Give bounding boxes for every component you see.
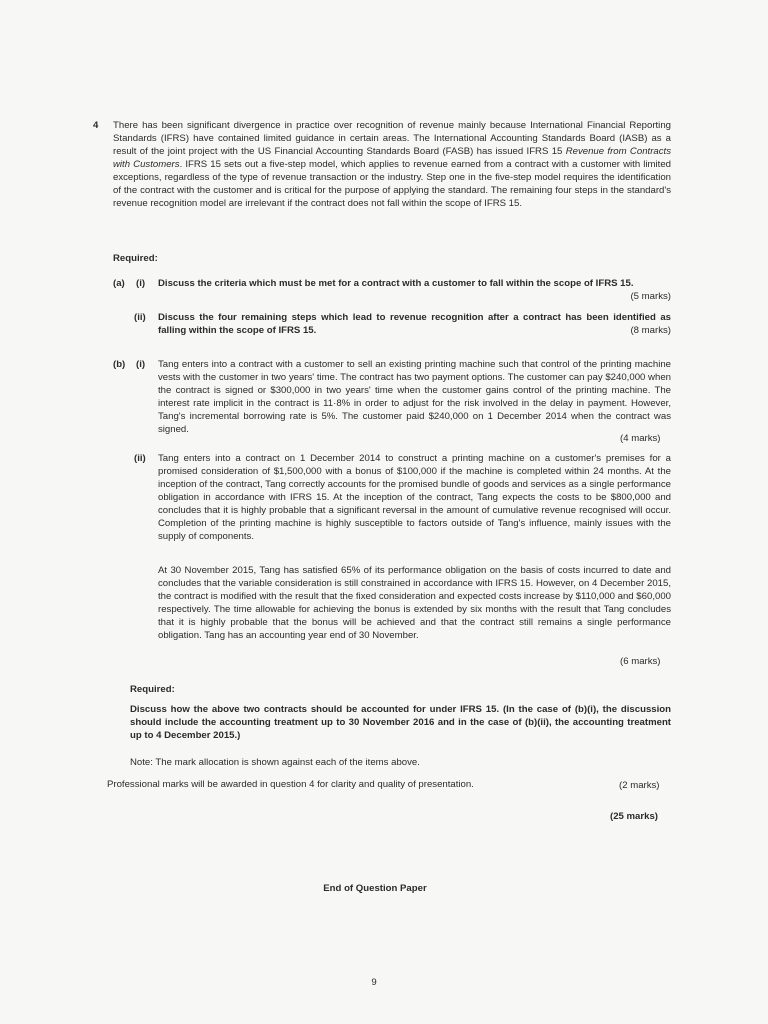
- part-b-i-text: Tang enters into a contract with a customer to sell an existing printing machine such that control of the printing machine vests with the customer in two years' time. The contract has two payment options. The customer can pay $240,000 when the contract is signed or $300,000 in two years' time when the customer gains control of the printing machine. The interest rate implicit in the contract is 11·8% in order to adjust for the risk involved in the delay in payment. However, Tang's incremental borrowing rate is 5%. The customer paid $240,000 on 1 December 2014 when the contract was signed.: [158, 359, 671, 435]
- part-a-label: (a): [113, 278, 125, 289]
- part-a-i-text: Discuss the criteria which must be met for a contract with a customer to fall within the scope of IFRS 15.: [158, 278, 634, 289]
- part-a-i-question: [158, 277, 671, 303]
- part-b-i-marks: (4 marks): [620, 433, 661, 444]
- page-number: 9: [371, 977, 377, 988]
- required-heading: Required:: [113, 253, 158, 264]
- part-b-i-label: (i): [136, 359, 146, 370]
- part-a-ii-marks: (8 marks): [630, 325, 671, 336]
- required-instruction: Discuss how the above two contracts should be accounted for under IFRS 15. (In the case of (b)(i), the discussion should include the accounting treatment up to 30 November 2016 and in the case of (b)(ii), the accounting treatment up to 4 December 2015.): [130, 704, 671, 741]
- end-of-paper: End of Question Paper: [323, 883, 427, 894]
- part-a-i-label: (i): [136, 278, 146, 289]
- standard-title: Revenue from Contracts with Customers: [113, 146, 671, 170]
- professional-marks-text: Professional marks will be awarded in question 4 for clarity and quality of presentation.: [107, 779, 474, 790]
- professional-marks: (2 marks): [619, 780, 660, 791]
- part-a-ii-label: (ii): [134, 312, 146, 323]
- part-a-i-marks: (5 marks): [630, 291, 671, 302]
- part-b-ii-paragraph-1: Tang enters into a contract on 1 December 2014 to construct a printing machine on a customer's premises for a promised consideration of $1,500,000 with a bonus of $100,000 if the machine is completed within 24 months. At the inception of the contract, Tang correctly accounts for the promised bundle of goods and services as a single performance obligation in accordance with IFRS 15. At the inception of the contract, Tang expects the costs to be $800,000 and concludes that it is highly probable that a significant reversal in the amount of cumulative revenue recognised will occur. Completion of the printing machine is highly susceptible to factors outside of Tang's influence, mainly issues with the supply of components.: [158, 453, 671, 542]
- part-a-ii-text: Discuss the four remaining steps which lead to revenue recognition after a contract has been identified as falling within the scope of IFRS 15.: [158, 312, 671, 336]
- part-b-ii-label: (ii): [134, 453, 146, 464]
- question-intro: [113, 119, 671, 210]
- part-a-ii-question: [158, 311, 671, 337]
- part-b-ii-marks: (6 marks): [620, 656, 661, 667]
- total-marks: (25 marks): [610, 811, 658, 822]
- part-b-i-question: [158, 358, 671, 436]
- part-b-ii-paragraph-2: At 30 November 2015, Tang has satisfied 65% of its performance obligation on the basis of costs incurred to date and concludes that the variable consideration is still constrained in accordance with IFRS 15. However, on 4 December 2015, the contract is modified with the result that the fixed consideration and expected costs increase by $110,000 and $60,000 respectively. The time allowable for achieving the bonus is extended by six months with the result that Tang concludes that it is highly probable that the bonus will be achieved and that the contract still remains a single performance obligation. Tang has an accounting year end of 30 November.: [158, 565, 671, 641]
- question-number: 4: [93, 120, 99, 131]
- intro-text-suffix: . IFRS 15 sets out a five-step model, which applies to revenue earned from a contract with a customer with limited exceptions, regardless of the type of revenue transaction or the industry. Step one in the five-step model requires the identification of the contract with the customer and is critical for the purpose of applying the standard. The remaining four steps in the standard's revenue recognition model are irrelevant if the contract does not fall within the scope of IFRS 15.: [113, 159, 672, 209]
- mark-allocation-note: Note: The mark allocation is shown against each of the items above.: [130, 757, 420, 768]
- intro-text-prefix: There has been significant divergence in practice over recognition of revenue mainly because International Financial Reporting Standards (IFRS) have contained limited guidance in certain areas. The International Accounting Standards Board (IASB) as a result of the joint project with the US Financial Accounting Standards Board (FASB) has issued IFRS 15: [113, 120, 671, 157]
- required-heading-2: Required:: [130, 684, 175, 695]
- part-b-label: (b): [113, 359, 126, 370]
